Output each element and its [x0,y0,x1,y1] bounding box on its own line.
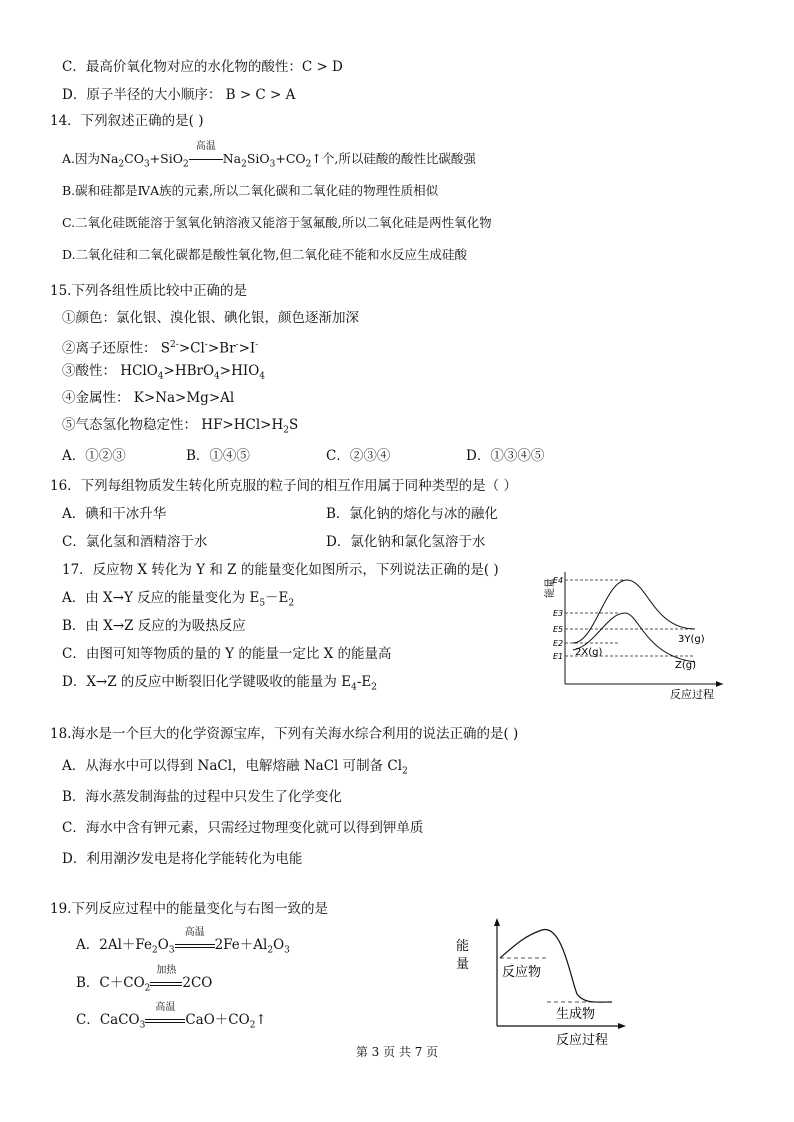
q19-option-c: C．CaCO$_3$ 高温 $CaO+CO_2↑$ [76,1002,267,1031]
q19-energy-diagram [452,916,632,1050]
q18-option-c: C．海水中含有钾元素，只需经过物理变化就可以得到钾单质 [62,820,424,836]
q17-fig-e4-top: E4 [553,576,564,585]
q15-option-b: B．①④⑤ [186,448,250,464]
q15-option-d: D．①③④⑤ [466,448,545,464]
q17-option-c: C．由图可知等物质的量的 Y 的能量一定比 X 的能量高 [62,646,392,662]
q14-option-a: A.因为$Na_2CO_3+SiO_2$ 高温 $Na_2SiO_3+CO_2↑$个,所以硅酸的酸性比碳酸强 [62,141,476,170]
q17-fig-x-label: 反应过程 [670,688,714,701]
q13-option-d: D．原子半径的大小顺序： B > C > A [62,87,296,103]
q19-option-a: A．$2Al+Fe_2O_3$ 高温 $2Fe+Al_2O_3$ [76,927,290,956]
page-footer: 第 3 页 共 7 页 [355,1045,439,1059]
q19-option-b: B．$C+CO_2$ 加热 2CO [76,965,213,994]
q14-option-c: C.二氧化硅既能溶于氢氧化钠溶液又能溶于氢氟酸,所以二氧化硅是两性氧化物 [62,215,492,230]
q17-fig-x-curve: 2X(g) [575,647,603,658]
q15-option-a: A．①②③ [62,448,126,464]
q17-option-b: B．由 X→Z 反应的为吸热反应 [62,618,246,634]
q17-fig-e2: E2 [553,639,564,648]
q14-stem: 14．下列叙述正确的是( ) [50,113,204,129]
q15-item-4: ④金属性： K>Na>Mg>Al [62,390,235,406]
q15-item-2: ②离子还原性： $S^{2-}>Cl^->Br^->I^-$ [62,340,259,357]
q17-fig-y-label: 能量 [545,578,556,598]
q16-option-c: C．氯化氢和酒精溶于水 [62,534,208,550]
q13-option-c: C．最高价氧化物对应的水化物的酸性：C > D [62,59,343,75]
q19-fig-y-label-2: 量 [456,957,470,972]
q19-stem: 19.下列反应过程中的能量变化与右图一致的是 [50,901,328,917]
q17-fig-e3: E3 [553,609,564,618]
q17-fig-e5: E5 [553,625,564,634]
q17-option-a: A．由 X→Y 反应的能量变化为 $E_5-E_2$ [62,590,295,609]
q18-stem: 18.海水是一个巨大的化学资源宝库，下列有关海水综合利用的说法正确的是( ) [50,726,519,742]
q15-item-5: ⑤气态氢化物稳定性： $HF>HCl>H_2S$ [62,417,299,436]
q17-energy-diagram [535,566,735,702]
q19-fig-product: 生成物 [556,1007,596,1022]
q15-item-1: ①颜色：氯化银、溴化银、碘化银，颜色逐渐加深 [62,310,359,326]
q17-fig-y-curve: 3Y(g) [678,634,705,645]
q16-option-a: A．碘和干冰升华 [62,506,167,522]
q16-option-d: D．氯化钠和氯化氢溶于水 [326,534,486,550]
q15-item-3: ③酸性： $HClO_4>HBrO_4>HIO_4$ [62,363,266,382]
q17-option-d: D．X→Z 的反应中断裂旧化学键吸收的能量为 $E_4-E_2$ [62,674,377,693]
q19-fig-reactant: 反应物 [502,965,542,980]
q15-option-c: C．②③④ [326,448,391,464]
q14-option-b: B.碳和硅都是ⅣA族的元素,所以二氧化碳和二氧化硅的物理性质相似 [62,183,439,198]
q16-option-b: B．氯化钠的熔化与冰的融化 [326,506,498,522]
q19-fig-x-label: 反应过程 [556,1033,609,1048]
q17-stem: 17．反应物 X 转化为 Y 和 Z 的能量变化如图所示，下列说法正确的是( ) [62,562,499,578]
q18-option-b: B．海水蒸发制海盐的过程中只发生了化学变化 [62,789,342,805]
q16-stem: 16．下列每组物质发生转化所克服的粒子间的相互作用属于同种类型的是（ ） [50,478,517,494]
q17-fig-z-curve: Z(g) [675,660,697,671]
q17-fig-e1: E1 [553,652,564,661]
q14-option-d: D.二氧化硅和二氧化碳都是酸性氧化物,但二氧化硅不能和水反应生成硅酸 [62,247,468,262]
q18-option-d: D．利用潮汐发电是将化学能转化为电能 [62,851,303,867]
q18-option-a: A．从海水中可以得到 NaCl，电解熔融 NaCl 可制备 $Cl_2$ [62,758,408,777]
q15-stem: 15.下列各组性质比较中正确的是 [50,283,247,299]
q19-fig-y-label-1: 能 [456,939,470,954]
